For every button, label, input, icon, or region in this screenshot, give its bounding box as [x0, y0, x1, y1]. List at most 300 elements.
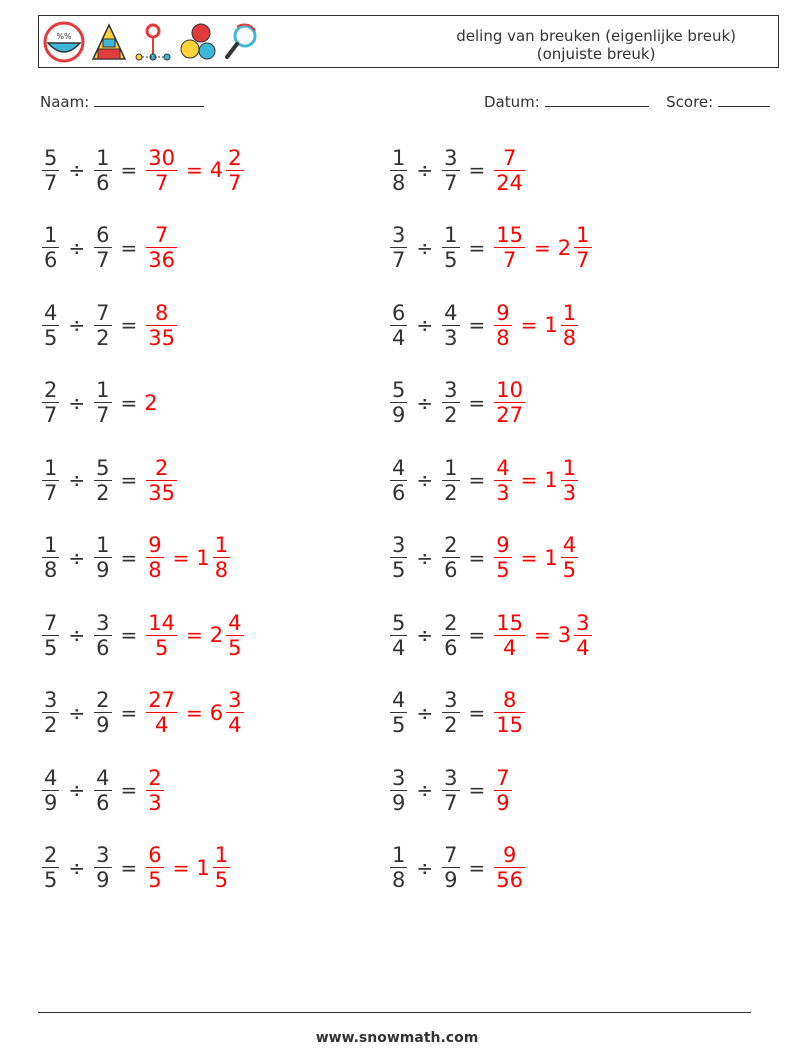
problem-19 — [40, 838, 232, 898]
divisor-fraction — [94, 146, 111, 195]
dividend-fraction-numerator: 1 — [392, 843, 406, 867]
answer — [144, 301, 179, 350]
dividend-fraction — [390, 533, 407, 582]
dividend-fraction-denominator: 8 — [392, 868, 406, 892]
mixed-fraction — [213, 843, 230, 892]
divisor-fraction-numerator: 4 — [96, 765, 110, 790]
dividend-fraction-denominator: 5 — [392, 558, 406, 582]
dividend-fraction-denominator: 5 — [44, 635, 58, 660]
problem-14 — [388, 605, 594, 665]
divisor-fraction — [442, 611, 459, 660]
divisor-fraction-numerator: 3 — [444, 765, 458, 790]
answer — [492, 766, 513, 815]
divisor-fraction-denominator: 2 — [444, 480, 458, 505]
equals-sign: = — [468, 855, 486, 880]
answer-fraction-numerator: 30 — [148, 145, 176, 170]
answer-fraction-denominator: 4 — [154, 713, 169, 737]
equals-sign: = — [468, 468, 486, 492]
divide-sign: ÷ — [416, 778, 434, 802]
problem-20 — [388, 838, 527, 898]
divisor-fraction-denominator: 6 — [96, 790, 110, 815]
mixed-fraction-numerator: 3 — [228, 688, 242, 712]
dividend-fraction — [390, 843, 407, 892]
answer-fraction-numerator: 9 — [148, 533, 162, 557]
problem-13 — [40, 605, 246, 665]
name-field — [40, 93, 204, 111]
mixed-fraction — [574, 223, 591, 272]
answer-fraction-numerator: 7 — [502, 145, 517, 170]
equals-sign: = — [468, 700, 486, 725]
problem-17 — [40, 760, 166, 820]
answer-fraction — [494, 146, 525, 195]
title-line-1: deling van breuken (eigenlijke breuk) — [456, 27, 736, 45]
answer-fraction-denominator: 35 — [148, 325, 176, 350]
answer — [492, 611, 593, 660]
date-blank[interactable] — [545, 93, 649, 107]
answer-fraction-numerator: 9 — [496, 533, 510, 557]
divisor-fraction — [442, 456, 459, 505]
dividend-fraction-numerator: 2 — [44, 378, 58, 402]
dividend-fraction-numerator: 2 — [44, 843, 58, 867]
divisor-fraction-numerator: 7 — [444, 843, 458, 867]
dividend-fraction-denominator: 8 — [392, 170, 406, 195]
mixed-whole: 3 — [557, 623, 572, 647]
dividend-fraction-denominator: 5 — [392, 713, 406, 737]
equals-sign: = — [120, 468, 138, 492]
mixed-fraction-denominator: 8 — [562, 325, 577, 350]
equals-sign: = — [120, 855, 138, 880]
answer — [492, 223, 593, 272]
problem-9 — [40, 450, 179, 510]
problem-16 — [388, 683, 527, 743]
dividend-fraction — [42, 456, 59, 505]
divisor-fraction — [94, 456, 111, 505]
dividend-fraction — [42, 301, 59, 350]
answer-fraction-denominator: 5 — [154, 635, 169, 660]
worksheet-header — [38, 15, 779, 68]
answer-fraction-denominator: 4 — [502, 635, 517, 660]
answer-fraction-denominator: 24 — [496, 170, 524, 195]
divisor-fraction-numerator: 3 — [444, 378, 458, 402]
equals-sign: = — [120, 545, 138, 570]
answer-fraction-denominator: 7 — [154, 170, 169, 195]
answer — [144, 611, 245, 660]
dividend-fraction-numerator: 5 — [392, 610, 406, 635]
answer-equals-sign: = — [534, 235, 551, 260]
divisor-fraction-numerator: 5 — [96, 455, 110, 480]
problem-12 — [388, 528, 580, 588]
mixed-fraction-numerator: 4 — [562, 533, 577, 557]
answer-fraction — [494, 611, 525, 660]
mixed-fraction-denominator: 5 — [228, 635, 242, 660]
dividend-fraction-numerator: 7 — [44, 610, 58, 635]
divisor-fraction-numerator: 3 — [96, 843, 110, 867]
answer-equals-sign: = — [520, 468, 538, 492]
mixed-fraction-numerator: 2 — [228, 145, 242, 170]
divisor-fraction-denominator: 2 — [96, 325, 110, 350]
mixed-fraction — [226, 688, 243, 737]
dividend-fraction-denominator: 6 — [44, 248, 58, 272]
mixed-whole: 2 — [209, 623, 224, 647]
dividend-fraction-denominator: 5 — [44, 868, 58, 892]
dividend-fraction — [42, 533, 59, 582]
answer-fraction-numerator: 14 — [148, 610, 176, 635]
equals-sign: = — [120, 313, 138, 337]
dividend-fraction-numerator: 3 — [392, 765, 406, 790]
mixed-fraction-numerator: 1 — [562, 455, 577, 480]
dividend-fraction-numerator: 3 — [44, 688, 58, 712]
divisor-fraction-numerator: 4 — [444, 300, 458, 325]
dividend-fraction — [42, 611, 59, 660]
divisor-fraction-denominator: 7 — [96, 248, 110, 272]
dividend-fraction — [390, 611, 407, 660]
answer-fraction — [146, 301, 177, 350]
dividend-fraction-denominator: 2 — [44, 713, 58, 737]
answer — [492, 301, 580, 350]
divisor-fraction — [442, 688, 459, 737]
divisor-fraction-numerator: 1 — [444, 455, 458, 480]
dividend-fraction-denominator: 6 — [392, 480, 406, 505]
mixed-whole: 4 — [209, 158, 224, 182]
divisor-fraction — [94, 843, 111, 892]
divisor-fraction-denominator: 6 — [444, 558, 458, 582]
dividend-fraction-numerator: 1 — [44, 455, 58, 480]
answer-fraction-numerator: 27 — [148, 688, 176, 712]
problem-10 — [388, 450, 580, 510]
answer-fraction-denominator: 3 — [148, 790, 162, 815]
divide-sign: ÷ — [68, 700, 86, 725]
answer-fraction-numerator: 10 — [496, 378, 524, 402]
dividend-fraction — [390, 146, 407, 195]
dividend-fraction-denominator: 7 — [44, 480, 58, 505]
divide-sign: ÷ — [416, 313, 434, 337]
svg-text:%%: %% — [56, 32, 72, 41]
mixed-whole: 1 — [544, 545, 558, 570]
dividend-fraction-numerator: 4 — [44, 300, 58, 325]
problem-3 — [40, 218, 179, 278]
date-score-fields — [484, 93, 770, 111]
divisor-fraction-numerator: 3 — [444, 688, 458, 712]
divisor-fraction-numerator: 7 — [96, 300, 110, 325]
mixed-fraction-numerator: 1 — [214, 533, 229, 557]
equals-sign: = — [120, 390, 138, 415]
divide-sign: ÷ — [68, 855, 86, 880]
answer-fraction-denominator: 9 — [496, 790, 510, 815]
equals-sign: = — [120, 235, 138, 260]
divisor-fraction-numerator: 2 — [444, 533, 458, 557]
mixed-fraction-numerator: 1 — [562, 300, 577, 325]
answer — [144, 456, 179, 505]
divisor-fraction-numerator: 1 — [444, 223, 458, 247]
dividend-fraction-numerator: 3 — [392, 223, 406, 247]
dividend-fraction-denominator: 9 — [392, 403, 406, 427]
dividend-fraction-denominator: 9 — [392, 790, 406, 815]
answer-fraction-denominator: 35 — [148, 480, 176, 505]
dividend-fraction — [390, 766, 407, 815]
dividend-fraction — [42, 223, 59, 272]
dividend-fraction — [390, 301, 407, 350]
dividend-fraction-denominator: 8 — [44, 558, 58, 582]
answer — [144, 146, 245, 195]
dividend-fraction-numerator: 5 — [392, 378, 406, 402]
answer — [144, 766, 165, 815]
footer-divider — [38, 1012, 751, 1013]
answer-fraction-numerator: 7 — [154, 223, 169, 247]
dividend-fraction — [390, 223, 407, 272]
divide-sign: ÷ — [416, 623, 434, 647]
answer — [144, 223, 179, 272]
dividend-fraction-numerator: 4 — [44, 765, 58, 790]
answer-equals-sign: = — [520, 313, 538, 337]
answer — [492, 456, 580, 505]
answer-fraction — [494, 378, 525, 427]
divide-sign: ÷ — [416, 390, 434, 415]
mixed-whole: 1 — [544, 313, 558, 337]
problem-11 — [40, 528, 232, 588]
divisor-fraction-denominator: 9 — [96, 713, 110, 737]
divisor-fraction-numerator: 3 — [444, 145, 458, 170]
title-line-2: (onjuiste breuk) — [536, 45, 656, 63]
answer-fraction — [146, 843, 163, 892]
divisor-fraction-denominator: 3 — [444, 325, 458, 350]
divide-sign: ÷ — [416, 700, 434, 725]
mixed-fraction — [226, 611, 243, 660]
answer — [492, 378, 527, 427]
answer-fraction-denominator: 5 — [148, 868, 162, 892]
answer-fraction-denominator: 7 — [502, 248, 517, 272]
mixed-fraction-denominator: 7 — [576, 248, 590, 272]
mixed-whole: 1 — [544, 468, 558, 492]
problem-6 — [388, 295, 580, 355]
divisor-fraction-denominator: 9 — [96, 558, 110, 582]
divisor-fraction — [94, 533, 111, 582]
date-label: Datum: — [484, 93, 540, 111]
dividend-fraction-denominator: 5 — [44, 325, 58, 350]
answer-fraction-denominator: 8 — [148, 558, 162, 582]
answer-fraction — [494, 533, 511, 582]
mixed-fraction-denominator: 8 — [214, 558, 229, 582]
number-balls-icon — [177, 21, 217, 63]
answer-fraction — [494, 456, 511, 505]
divide-sign: ÷ — [416, 158, 434, 182]
answer — [492, 843, 527, 892]
divide-sign: ÷ — [416, 545, 434, 570]
answer-fraction — [146, 688, 177, 737]
divisor-fraction-numerator: 3 — [96, 610, 110, 635]
problem-7 — [40, 373, 158, 433]
divide-sign: ÷ — [68, 778, 86, 802]
mixed-fraction-numerator: 1 — [214, 843, 229, 867]
divisor-fraction — [94, 301, 111, 350]
dividend-fraction-numerator: 6 — [392, 300, 406, 325]
answer-fraction-denominator: 8 — [496, 325, 510, 350]
mixed-fraction-denominator: 5 — [214, 868, 229, 892]
answer — [144, 688, 245, 737]
header-icons — [43, 19, 261, 65]
dividend-fraction — [42, 843, 59, 892]
answer-fraction-numerator: 15 — [496, 610, 524, 635]
map-pins-icon — [133, 21, 173, 63]
answer-fraction-numerator: 9 — [496, 300, 510, 325]
mixed-fraction-numerator: 1 — [576, 223, 590, 247]
equals-sign: = — [468, 158, 486, 182]
answer-fraction — [494, 223, 525, 272]
name-label: Naam: — [40, 93, 90, 111]
divisor-fraction-denominator: 2 — [96, 480, 110, 505]
divisor-fraction-denominator: 5 — [444, 248, 458, 272]
answer-fraction-numerator: 8 — [154, 300, 169, 325]
equals-sign: = — [468, 313, 486, 337]
footer-url: www.snowmath.com — [315, 1030, 479, 1046]
answer-fraction-numerator: 7 — [496, 765, 510, 790]
mixed-fraction-numerator: 3 — [576, 610, 590, 635]
dividend-fraction — [390, 378, 407, 427]
mixed-fraction — [574, 611, 591, 660]
divide-sign: ÷ — [68, 545, 86, 570]
divisor-fraction-denominator: 6 — [444, 635, 458, 660]
answer-fraction-numerator: 4 — [496, 455, 510, 480]
answer — [144, 533, 232, 582]
dividend-fraction-denominator: 7 — [44, 170, 58, 195]
problem-2 — [388, 140, 527, 200]
dividend-fraction-numerator: 5 — [44, 145, 58, 170]
equals-sign: = — [468, 623, 486, 647]
divide-sign: ÷ — [68, 235, 86, 260]
answer-whole: 2 — [144, 390, 158, 415]
divide-sign: ÷ — [68, 313, 86, 337]
answer — [144, 843, 232, 892]
divisor-fraction — [442, 843, 459, 892]
mixed-fraction-denominator: 7 — [228, 170, 242, 195]
answer-fraction — [146, 223, 177, 272]
dividend-fraction-denominator: 4 — [392, 635, 406, 660]
percent-bowl-icon — [43, 21, 85, 63]
divisor-fraction — [442, 146, 459, 195]
dividend-fraction-numerator: 4 — [392, 688, 406, 712]
divisor-fraction-numerator: 1 — [96, 533, 110, 557]
answer-fraction — [146, 146, 177, 195]
divide-sign: ÷ — [416, 855, 434, 880]
divisor-fraction-denominator: 6 — [96, 635, 110, 660]
mixed-fraction-denominator: 4 — [576, 635, 590, 660]
divisor-fraction-denominator: 7 — [96, 403, 110, 427]
answer-fraction — [494, 766, 511, 815]
dividend-fraction-denominator: 9 — [44, 790, 58, 815]
answer-equals-sign: = — [520, 545, 538, 570]
equals-sign: = — [468, 545, 486, 570]
mixed-fraction-numerator: 4 — [228, 610, 242, 635]
answer-fraction-denominator: 56 — [496, 868, 524, 892]
divisor-fraction-denominator: 7 — [444, 170, 458, 195]
answer — [492, 533, 580, 582]
divisor-fraction — [94, 688, 111, 737]
divisor-fraction-denominator: 6 — [96, 170, 110, 195]
mixed-fraction — [561, 456, 578, 505]
mixed-whole: 1 — [196, 855, 210, 880]
dividend-fraction-numerator: 3 — [392, 533, 406, 557]
dividend-fraction-numerator: 1 — [44, 223, 58, 247]
dividend-fraction — [390, 688, 407, 737]
answer-fraction-numerator: 6 — [148, 843, 162, 867]
mixed-whole: 1 — [196, 545, 210, 570]
dividend-fraction-denominator: 7 — [392, 248, 406, 272]
divisor-fraction-numerator: 1 — [96, 378, 110, 402]
mixed-fraction-denominator: 5 — [562, 558, 577, 582]
divide-sign: ÷ — [416, 468, 434, 492]
equals-sign: = — [120, 623, 138, 647]
score-label: Score: — [666, 93, 714, 111]
answer-fraction — [146, 611, 177, 660]
worksheet-title — [456, 27, 736, 63]
equals-sign: = — [120, 778, 138, 802]
problem-4 — [388, 218, 594, 278]
answer-fraction-denominator: 27 — [496, 403, 524, 427]
answer-fraction — [494, 301, 511, 350]
answer-fraction — [146, 533, 163, 582]
divisor-fraction-numerator: 1 — [96, 145, 110, 170]
answer-equals-sign: = — [534, 623, 551, 647]
answer-fraction-denominator: 5 — [496, 558, 510, 582]
name-blank[interactable] — [94, 93, 204, 107]
answer-fraction-numerator: 2 — [148, 765, 162, 790]
divide-sign: ÷ — [68, 158, 86, 182]
divisor-fraction — [94, 223, 111, 272]
equals-sign: = — [468, 390, 486, 415]
dividend-fraction — [42, 146, 59, 195]
divisor-fraction-numerator: 6 — [96, 223, 110, 247]
divide-sign: ÷ — [68, 468, 86, 492]
divisor-fraction — [442, 766, 459, 815]
answer-equals-sign: = — [172, 545, 190, 570]
answer — [492, 688, 527, 737]
dividend-fraction-numerator: 4 — [392, 455, 406, 480]
divisor-fraction-numerator: 2 — [96, 688, 110, 712]
answer-fraction-numerator: 8 — [502, 688, 517, 712]
mixed-fraction-denominator: 4 — [228, 713, 242, 737]
divisor-fraction-denominator: 2 — [444, 713, 458, 737]
equals-sign: = — [120, 700, 138, 725]
answer-fraction — [146, 766, 163, 815]
problem-8 — [388, 373, 527, 433]
divisor-fraction-denominator: 9 — [444, 868, 458, 892]
divide-sign: ÷ — [416, 235, 434, 260]
mixed-whole: 2 — [557, 235, 572, 260]
divisor-fraction-denominator: 9 — [96, 868, 110, 892]
answer — [144, 391, 157, 415]
answer-fraction-numerator: 9 — [502, 843, 517, 867]
problem-1 — [40, 140, 246, 200]
divisor-fraction-denominator: 2 — [444, 403, 458, 427]
mixed-fraction — [213, 533, 230, 582]
dividend-fraction — [42, 378, 59, 427]
magnifier-icon — [221, 21, 261, 63]
answer-fraction — [494, 843, 525, 892]
dividend-fraction-denominator: 4 — [392, 325, 406, 350]
mixed-whole: 6 — [209, 700, 224, 725]
problem-15 — [40, 683, 246, 743]
mixed-fraction — [561, 301, 578, 350]
divisor-fraction — [442, 301, 459, 350]
answer-equals-sign: = — [172, 855, 190, 880]
divide-sign: ÷ — [68, 390, 86, 415]
answer-fraction-numerator: 2 — [154, 455, 169, 480]
answer-equals-sign: = — [186, 700, 203, 725]
divisor-fraction-numerator: 2 — [444, 610, 458, 635]
problem-5 — [40, 295, 179, 355]
score-blank[interactable] — [718, 93, 770, 107]
dividend-fraction-denominator: 7 — [44, 403, 58, 427]
divisor-fraction — [94, 611, 111, 660]
